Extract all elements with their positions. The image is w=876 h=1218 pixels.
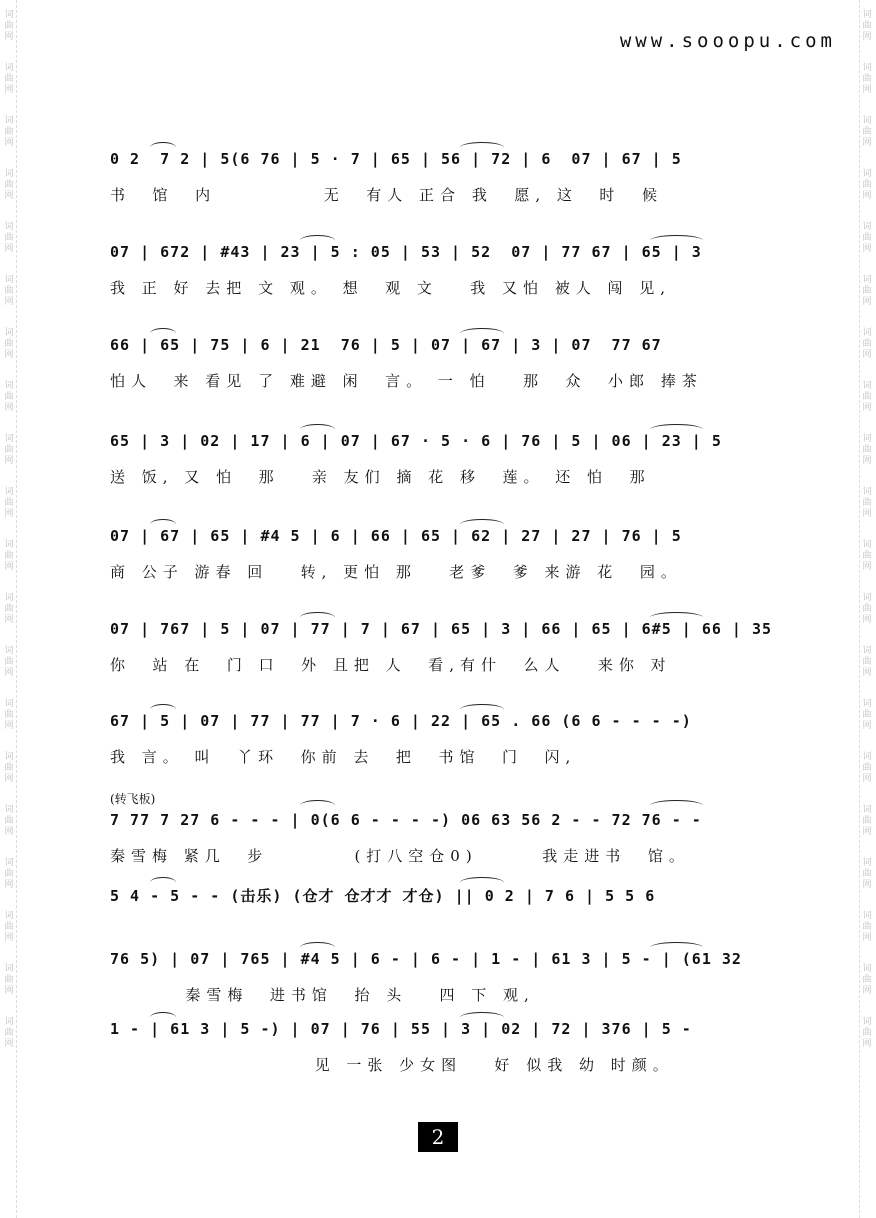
slur-mark [650,424,703,435]
lyric-row: 秦雪梅 进书馆 抬 头 四 下 观, [110,986,535,1004]
watermark-text: 词 曲 网 [862,222,872,254]
watermark-text: 词 曲 网 [4,964,14,996]
watermark-text: 词 曲 网 [862,487,872,519]
slur-mark [460,1012,504,1023]
slur-mark [150,519,176,530]
watermark-text: 词 曲 网 [862,63,872,95]
watermark-text: 词 曲 网 [862,964,872,996]
notation-row: 65 | 3 | 02 | 17 | 6 | 07 | 67 · 5 · 6 | 76 | 5 | 06 | 23 | 5 [110,432,722,450]
notation-row: 0 2 7 2 | 5(6 76 | 5 · 7 | 65 | 56 | 72 | 6 07 | 67 | 5 [110,150,682,168]
notation-row: 07 | 67 | 65 | #4 5 | 6 | 66 | 65 | 62 | 27 | 27 | 76 | 5 [110,527,682,545]
watermark-text: 词 曲 网 [4,275,14,307]
watermark-text: 词 曲 网 [4,1017,14,1049]
watermark-text: 词 曲 网 [4,752,14,784]
score-line [110,620,775,675]
slur-mark [300,612,335,623]
watermark-text: 词 曲 网 [4,858,14,890]
notation-row: 1 - | 61 3 | 5 -) | 07 | 76 | 55 | 3 | 02 | 72 | 376 | 5 - [110,1020,692,1038]
lyric-row: 我 正 好 去把 文 观。 想 观 文 我 又怕 被人 闯 见, [110,279,672,297]
watermark-text: 词 曲 网 [4,10,14,42]
watermark-text: 词 曲 网 [862,540,872,572]
watermark-text: 词 曲 网 [862,911,872,943]
watermark-text: 词 曲 网 [4,63,14,95]
page-number: 2 [418,1122,458,1152]
lyric-row: 怕人 来 看见 了 难避 闲 言。 一 怕 那 众 小郎 捧茶 [110,372,703,390]
watermark-text: 词 曲 网 [4,699,14,731]
watermark-text: 词 曲 网 [4,116,14,148]
watermark-text: 词 曲 网 [4,593,14,625]
score-line [110,950,775,1005]
notation-row: 07 | 672 | #43 | 23 | 5 : 05 | 53 | 52 07 | 77 67 | 65 | 3 [110,243,702,261]
slur-mark [300,800,335,811]
watermark-text: 词 曲 网 [862,434,872,466]
lyric-row: 见 一张 少女图 好 似我 幼 时颜。 [110,1056,674,1074]
watermark-text: 词 曲 网 [4,487,14,519]
watermark-text: 词 曲 网 [862,646,872,678]
watermark-text: 词 曲 网 [862,275,872,307]
watermark-text: 词 曲 网 [4,540,14,572]
site-url: www.sooopu.com [619,30,836,52]
watermark-text: 词 曲 网 [4,169,14,201]
slur-mark [650,235,703,246]
slur-mark [300,424,335,435]
watermark-text: 词 曲 网 [862,116,872,148]
lyric-row: 送 饭, 又 怕 那 亲 友们 摘 花 移 莲。 还 怕 那 [110,468,651,486]
notation-row: 76 5) | 07 | 765 | #4 5 | 6 - | 6 - | 1 - | 61 3 | 5 - | (61 32 [110,950,742,968]
watermark-text: 词 曲 网 [4,222,14,254]
watermark-text: 词 曲 网 [4,805,14,837]
slur-mark [460,877,504,888]
slur-mark [300,235,335,246]
score-line [110,527,775,582]
score-line [110,432,775,487]
notation-row: 5 4 - 5 - - (击乐) (仓才 仓才才 才仓) || 0 2 | 7 6 | 5 5 6 [110,887,656,905]
watermark-text: 词 曲 网 [862,593,872,625]
notation-row: 67 | 5 | 07 | 77 | 77 | 7 · 6 | 22 | 65 . 66 (6 6 - - - -) [110,712,692,730]
slur-mark [150,328,176,339]
slur-mark [650,942,703,953]
notation-row: 07 | 767 | 5 | 07 | 77 | 7 | 67 | 65 | 3 | 66 | 65 | 6#5 | 66 | 35 [110,620,773,638]
tempo-label: (转飞板) [110,792,156,806]
slur-mark [300,942,335,953]
watermark-text: 词 曲 网 [862,169,872,201]
score-line [110,243,775,298]
watermark-text: 词 曲 网 [4,911,14,943]
watermark-text: 词 曲 网 [862,10,872,42]
watermark-text: 词 曲 网 [4,434,14,466]
slur-mark [150,1012,176,1023]
watermark-text: 词 曲 网 [862,381,872,413]
watermark-text: 词 曲 网 [862,805,872,837]
watermark-text: 词 曲 网 [4,646,14,678]
slur-mark [650,612,703,623]
watermark-text: 词 曲 网 [862,752,872,784]
score-line [110,150,775,205]
lyric-row: 书 馆 内 无 有人 正合 我 愿, 这 时 候 [110,186,663,204]
notation-row: 7 77 7 27 6 - - - | 0(6 6 - - - -) 06 63 56 2 - - 72 76 - - [110,811,702,829]
score-line [110,336,775,391]
lyric-row: 你 站 在 门 口 外 且把 人 看,有什 么人 来你 对 [110,656,672,674]
score-line [110,885,775,909]
watermark-text: 词 曲 网 [862,858,872,890]
score-line [110,790,775,866]
lyric-row: 我 言。 叫 丫环 你前 去 把 书馆 门 闪, [110,748,577,766]
slur-mark [460,142,504,153]
slur-mark [650,800,703,811]
score-line [110,1020,775,1075]
score-line [110,712,775,767]
right-watermark-strip [859,0,874,1218]
slur-mark [150,704,176,715]
slur-mark [150,142,176,153]
notation-row: 66 | 65 | 75 | 6 | 21 76 | 5 | 07 | 67 | 3 | 07 77 67 [110,336,662,354]
watermark-text: 词 曲 网 [862,328,872,360]
slur-mark [460,328,504,339]
lyric-row: 秦雪梅 紧几 步 (打八空仓0) 我走进书 馆。 [110,847,690,865]
slur-mark [460,519,504,530]
slur-mark [460,704,504,715]
watermark-text: 词 曲 网 [862,1017,872,1049]
watermark-text: 词 曲 网 [4,328,14,360]
left-watermark-strip [2,0,17,1218]
watermark-text: 词 曲 网 [862,699,872,731]
slur-mark [150,877,176,888]
lyric-row: 商 公子 游春 回 转, 更怕 那 老爹 爹 来游 花 园。 [110,563,682,581]
watermark-text: 词 曲 网 [4,381,14,413]
